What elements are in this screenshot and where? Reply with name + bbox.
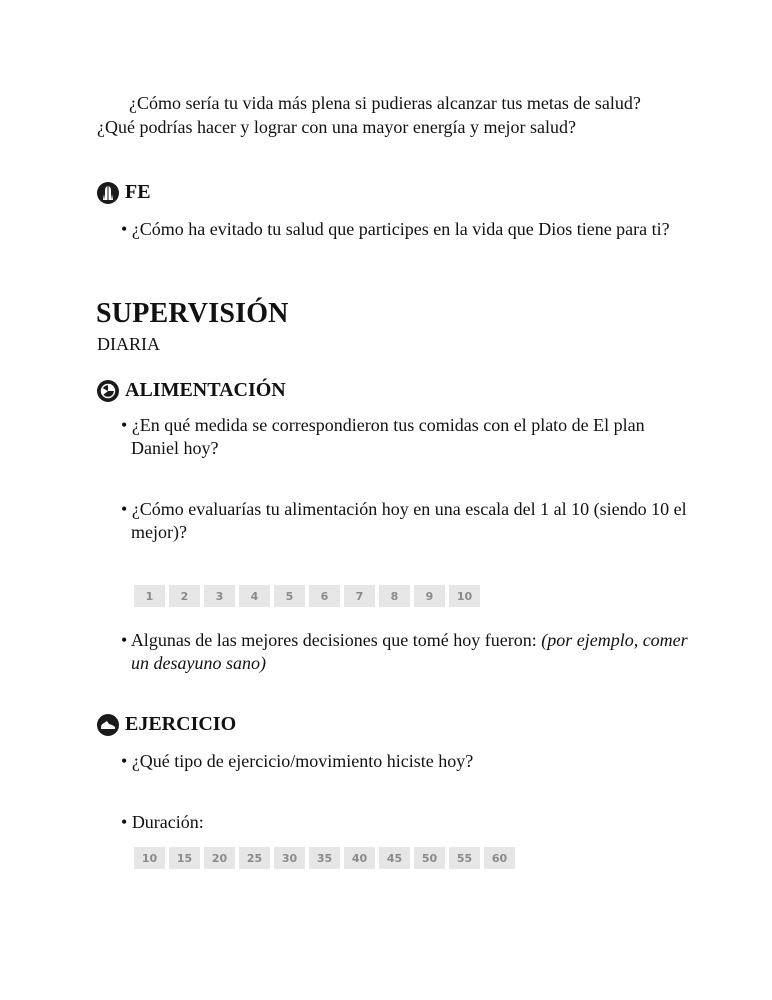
sneaker-icon (97, 714, 119, 736)
intro-line-2: ¿Qué podrías hacer y lograr con una mayor energía y mejor salud? (97, 117, 576, 137)
rating-option[interactable]: 2 (169, 585, 200, 607)
ejercicio-duration-label: • Duración: (121, 812, 204, 832)
rating-option[interactable]: 10 (449, 585, 480, 607)
alimentacion-question-3: • Algunas de las mejores decisiones que tomé hoy fueron: (por ejemplo, comer un desayuno sano) (121, 630, 688, 673)
supervision-subtitle: DIARIA (97, 334, 160, 354)
duration-option[interactable]: 40 (344, 847, 375, 869)
alimentacion-heading (97, 379, 286, 402)
fe-title: FE (125, 181, 151, 203)
duration-option[interactable]: 25 (239, 847, 270, 869)
rating-option[interactable]: 8 (379, 585, 410, 607)
ejercicio-title: EJERCICIO (125, 713, 237, 735)
duration-option[interactable]: 60 (484, 847, 515, 869)
rating-option[interactable]: 9 (414, 585, 445, 607)
rating-option[interactable]: 7 (344, 585, 375, 607)
alimentacion-rating-scale (134, 585, 480, 607)
fe-question: • ¿Cómo ha evitado tu salud que participes en la vida que Dios tiene para ti? (121, 219, 670, 239)
ejercicio-duration-scale (134, 847, 515, 869)
alimentacion-question-1: • ¿En qué medida se correspondieron tus comidas con el plato de El plan Daniel hoy? (121, 415, 645, 458)
duration-option[interactable]: 15 (169, 847, 200, 869)
fe-heading (97, 181, 151, 204)
duration-option[interactable]: 30 (274, 847, 305, 869)
rating-option[interactable]: 3 (204, 585, 235, 607)
rating-option[interactable]: 4 (239, 585, 270, 607)
supervision-title: SUPERVISIÓN (96, 298, 289, 329)
alimentacion-example: (por ejemplo, comer un desayuno sano) (131, 630, 688, 673)
rating-option[interactable]: 6 (309, 585, 340, 607)
intro-paragraph (97, 91, 697, 139)
ejercicio-question-1: • ¿Qué tipo de ejercicio/movimiento hiciste hoy? (121, 751, 474, 771)
duration-option[interactable]: 45 (379, 847, 410, 869)
rating-option[interactable]: 5 (274, 585, 305, 607)
duration-option[interactable]: 20 (204, 847, 235, 869)
rating-option[interactable]: 1 (134, 585, 165, 607)
intro-line-1: ¿Cómo sería tu vida más plena si pudieras alcanzar tus metas de salud? (129, 93, 641, 113)
praying-hands-icon (97, 182, 119, 204)
ejercicio-heading (97, 713, 236, 736)
duration-option[interactable]: 55 (449, 847, 480, 869)
food-plate-icon (97, 380, 119, 402)
alimentacion-question-2: • ¿Cómo evaluarías tu alimentación hoy en una escala del 1 al 10 (siendo 10 el mejor)? (121, 499, 687, 542)
alimentacion-title: ALIMENTACIÓN (125, 379, 286, 401)
duration-option[interactable]: 50 (414, 847, 445, 869)
duration-option[interactable]: 35 (309, 847, 340, 869)
duration-option[interactable]: 10 (134, 847, 165, 869)
